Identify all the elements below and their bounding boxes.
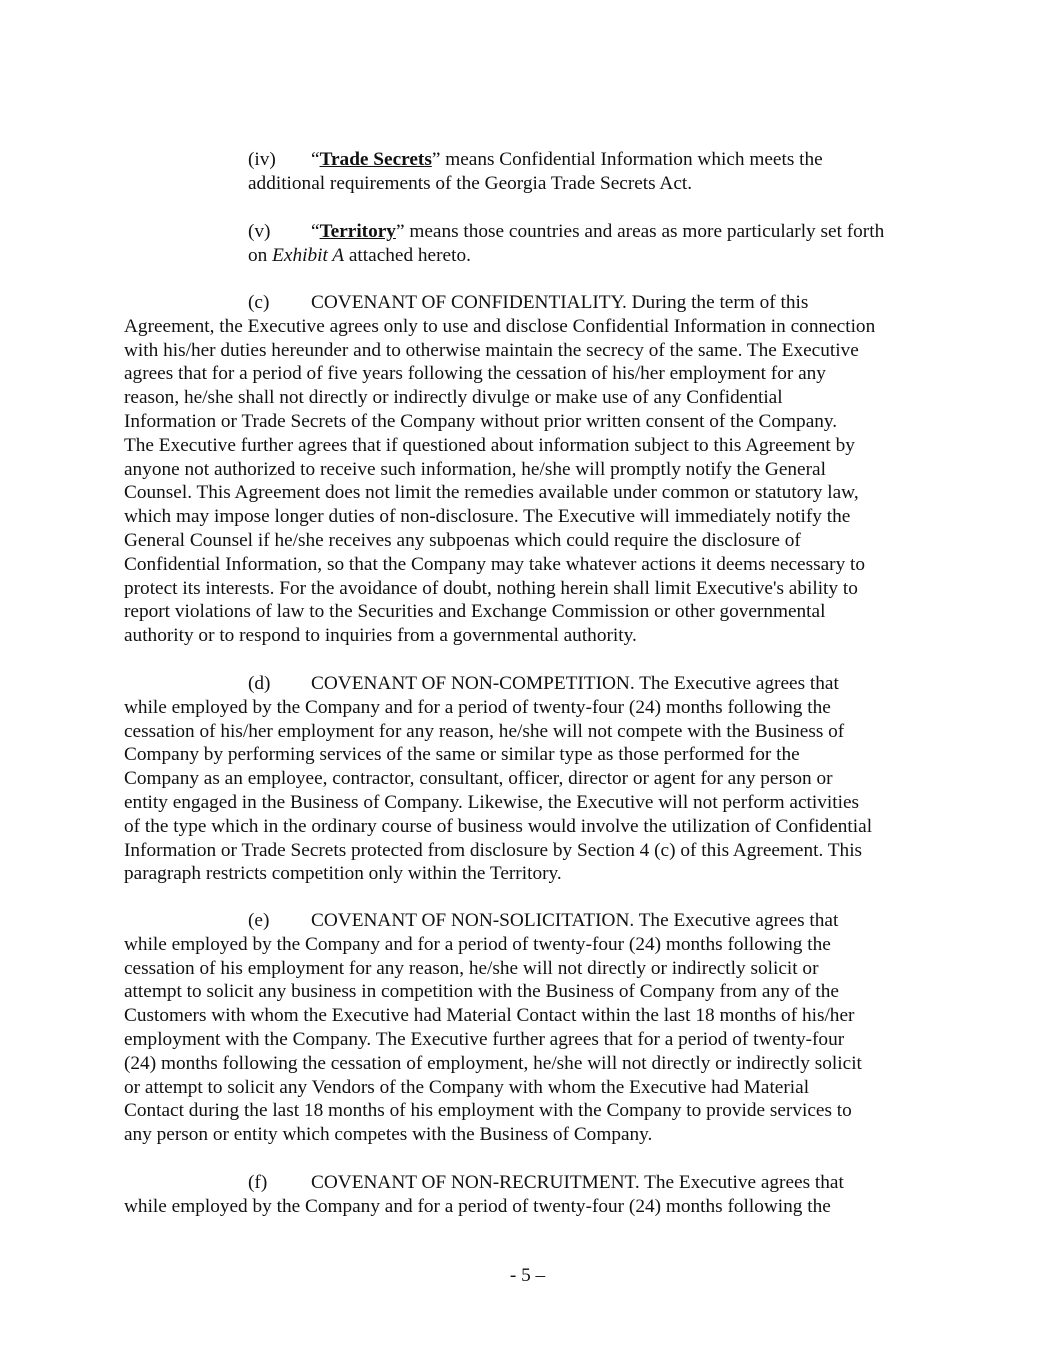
section-non-competition <box>124 672 954 886</box>
definition-text: additional requirements of the Georgia Trade Secrets Act. <box>248 172 693 194</box>
body-line: Company as an employee, contractor, consultant, officer, director or agent for any person or <box>124 768 833 790</box>
body-line: report violations of law to the Securities and Exchange Commission or other governmental <box>124 601 826 623</box>
definition-text: ” means Confidential Information which meets the <box>431 149 823 170</box>
body-line: cessation of his employment for any reason, he/she will not directly or indirectly solicit or <box>124 957 819 979</box>
body-line: reason, he/she shall not directly or indirectly divulge or make use of any Confidential <box>124 387 783 409</box>
body-line: Information or Trade Secrets protected from disclosure by Section 4 (c) of this Agreement. This <box>124 839 863 861</box>
section-confidentiality <box>124 291 954 648</box>
body-line: (24) months following the cessation of employment, he/she will not directly or indirectly solicit <box>124 1052 862 1074</box>
body-line: employment with the Company. The Executive further agrees that for a period of twenty-four <box>124 1028 845 1050</box>
section-heading-line: COVENANT OF CONFIDENTIALITY. During the term of this <box>311 292 809 313</box>
definition-text: attached hereto. <box>344 244 471 266</box>
quote: “ <box>311 149 320 170</box>
body-line: General Counsel if he/she receives any subpoenas which could require the disclosure of <box>124 529 801 551</box>
body-line: with his/her duties hereunder and to otherwise maintain the secrecy of the same. The Executive <box>124 339 859 361</box>
body-line: of the type which in the ordinary course of business would involve the utilization of Confidential <box>124 815 873 837</box>
body-line: Company by performing services of the same or similar type as those performed for the <box>124 744 800 766</box>
body-line: any person or entity which competes with the Business of Company. <box>124 1124 653 1146</box>
defined-term: Territory <box>319 221 396 242</box>
body-line: authority or to respond to inquiries from a governmental authority. <box>124 625 637 647</box>
exhibit-reference: Exhibit A <box>272 244 345 266</box>
body-line: while employed by the Company and for a period of twenty-four (24) months following the <box>124 696 831 718</box>
definition-trade-secrets <box>248 148 1055 196</box>
body-line: attempt to solicit any business in competition with the Business of Company from any of the <box>124 981 839 1003</box>
body-line: entity engaged in the Business of Company. Likewise, the Executive will not perform activities <box>124 791 860 813</box>
quote: “ <box>311 221 320 242</box>
section-label: (c) <box>248 292 270 313</box>
body-line: while employed by the Company and for a period of twenty-four (24) months following the <box>124 1195 831 1217</box>
body-line: cessation of his/her employment for any reason, he/she will not compete with the Business of <box>124 720 845 742</box>
section-label: (e) <box>248 910 270 931</box>
section-heading-line: COVENANT OF NON-RECRUITMENT. The Executive agrees that <box>311 1172 844 1193</box>
item-label: (iv) <box>248 149 276 170</box>
body-line: Customers with whom the Executive had Material Contact within the last 18 months of his/her <box>124 1005 855 1027</box>
definition-territory <box>248 220 1055 268</box>
body-line: protect its interests. For the avoidance of doubt, nothing herein shall limit Executive's ability to <box>124 577 858 599</box>
section-heading-line: COVENANT OF NON-SOLICITATION. The Executive agrees that <box>311 910 839 931</box>
body-line: paragraph restricts competition only within the Territory. <box>124 863 562 885</box>
body-line: The Executive further agrees that if questioned about information subject to this Agreement by <box>124 434 855 456</box>
section-heading-line: COVENANT OF NON-COMPETITION. The Executive agrees that <box>311 673 839 694</box>
definition-text: on <box>248 244 273 266</box>
defined-term: Trade Secrets <box>319 149 432 170</box>
body-line: which may impose longer duties of non-disclosure. The Executive will immediately notify the <box>124 506 851 528</box>
item-label: (v) <box>248 221 271 242</box>
body-line: agrees that for a period of five years following the cessation of his/her employment for any <box>124 363 826 385</box>
section-non-recruitment <box>124 1171 954 1219</box>
page-number: - 5 – <box>509 1265 546 1286</box>
body-line: Counsel. This Agreement does not limit the remedies available under common or statutory law, <box>124 482 859 504</box>
body-line: Confidential Information, so that the Company may take whatever actions it deems necessary to <box>124 553 866 575</box>
body-line: anyone not authorized to receive such information, he/she will promptly notify the General <box>124 458 826 480</box>
body-line: while employed by the Company and for a period of twenty-four (24) months following the <box>124 933 831 955</box>
body-line: Information or Trade Secrets of the Company without prior written consent of the Company. <box>124 410 838 432</box>
body-line: or attempt to solicit any Vendors of the Company with whom the Executive had Material <box>124 1076 810 1098</box>
section-label: (f) <box>248 1172 268 1193</box>
section-label: (d) <box>248 673 271 694</box>
body-line: Agreement, the Executive agrees only to use and disclose Confidential Information in connection <box>124 315 876 337</box>
body-line: Contact during the last 18 months of his employment with the Company to provide services to <box>124 1100 852 1122</box>
section-non-solicitation <box>124 909 954 1147</box>
definition-text: ” means those countries and areas as more particularly set forth <box>395 221 885 242</box>
